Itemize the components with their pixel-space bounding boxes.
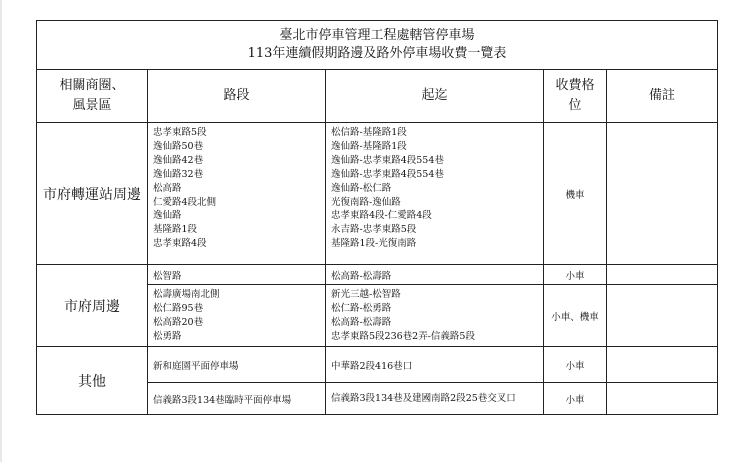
range-item: 基隆路1段-光復南路 [331,238,417,250]
fee-cell: 小車 [544,383,607,415]
header-fee-line-1: 收費格 [555,78,595,93]
header-area-line-1: 相關商圈、 [59,78,125,93]
table-row [37,265,718,285]
page-edge [0,0,2,462]
range-list [326,123,544,265]
header-area-line-2: 風景區 [72,98,112,113]
area-cell: 其他 [37,347,148,415]
road-item: 松高路20巷 [153,316,204,328]
road-item: 仁愛路4段北側 [153,196,217,208]
range-cell: 松高路-松壽路 [326,265,544,285]
range-item: 逸仙路-忠孝東路4段554巷 [331,154,444,166]
range-item: 逸仙路-忠孝東路4段554巷 [331,168,444,180]
title-row [37,21,718,70]
area-cell: 市府周邊 [37,265,148,347]
road-cell: 新和庭園平面停車場 [148,347,326,383]
note-cell [607,285,718,347]
header-road: 路段 [148,70,326,123]
range-item: 逸仙路-松仁路 [331,182,392,194]
note-cell [607,347,718,383]
range-cell: 中華路2段416巷口 [326,347,544,383]
road-item: 松仁路95巷 [153,302,204,314]
road-cell: 信義路3段134巷臨時平面停車場 [148,383,326,415]
range-item: 新光三越-松智路 [331,289,401,300]
range-item: 光復南路-逸仙路 [331,196,401,208]
fee-cell: 小車 [544,347,607,383]
range-item: 逸仙路-基隆路1段 [331,140,407,152]
header-range: 起迄 [326,70,544,123]
title-line-1: 臺北市停車管理工程處轄管停車場 [279,28,475,43]
fee-cell: 小車 [544,265,607,285]
range-item: 松仁路-松勇路 [331,302,392,314]
header-row [37,70,718,123]
header-fee-line-2: 位 [568,98,582,113]
area-cell: 市府轉運站周邊 [37,123,148,265]
range-list [326,285,544,347]
range-item: 忠孝東路5段236巷2弄-信義路5段 [331,330,475,342]
road-item: 忠孝東路5段 [153,127,207,138]
road-list [148,123,326,265]
road-list [148,285,326,347]
road-item: 逸仙路32巷 [153,168,204,180]
road-item: 逸仙路 [153,210,182,222]
range-item: 永吉路-忠孝東路5段 [331,224,417,236]
document-title [37,21,718,70]
table-row [37,347,718,383]
parking-fee-table [36,20,718,415]
road-item: 逸仙路42巷 [153,154,204,166]
note-cell [607,123,718,265]
range-item: 松高路-松壽路 [331,316,392,328]
road-item: 逸仙路50巷 [153,140,204,152]
road-item: 忠孝東路4段 [153,238,207,250]
road-item: 松高路 [153,182,182,194]
title-line-2: 113年連續假期路邊及路外停車場收費一覽表 [247,46,507,61]
range-item: 忠孝東路4段-仁愛路4段 [331,210,432,222]
road-item: 基隆路1段 [153,224,198,236]
road-item: 松勇路 [153,330,182,342]
note-cell [607,383,718,415]
header-note: 備註 [607,70,718,123]
range-item: 松信路-基隆路1段 [331,127,407,138]
road-cell: 松智路 [148,265,326,285]
header-area [37,70,148,123]
table-row [37,123,718,265]
range-cell: 信義路3段134巷及建國南路2段25巷交叉口 [326,383,544,415]
fee-cell: 機車 [544,123,607,265]
note-cell [607,265,718,285]
fee-cell: 小車、機車 [544,285,607,347]
road-item: 松壽廣場南北側 [153,289,220,300]
header-fee [544,70,607,123]
